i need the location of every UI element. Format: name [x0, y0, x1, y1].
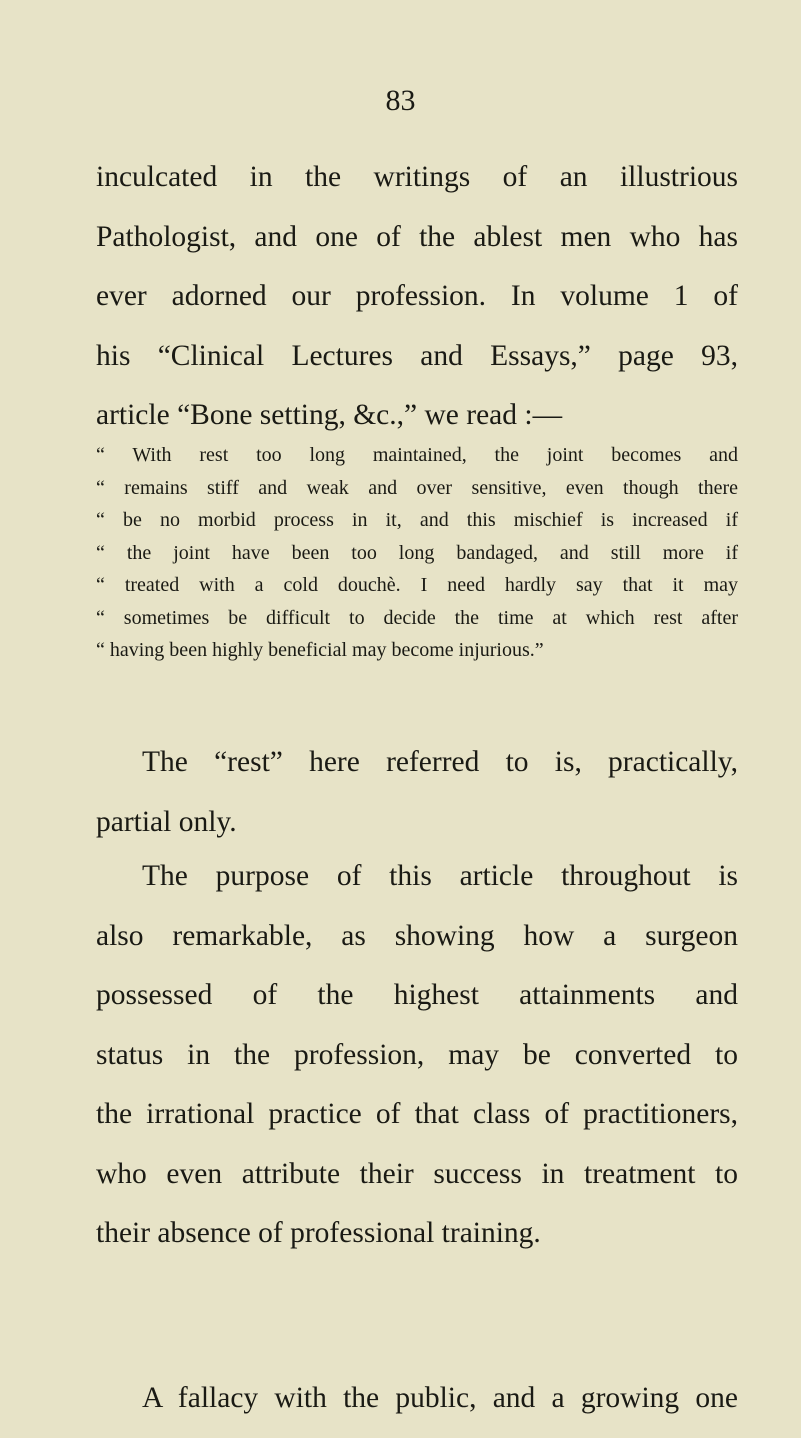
quote-line: “ sometimes be difficult to decide the time at which rest after	[96, 606, 738, 629]
quote-line: “ With rest too long maintained, the joint becomes and	[96, 444, 738, 466]
paragraph-1-line: Pathologist, and one of the ablest men who has	[96, 220, 738, 253]
block-quote	[96, 439, 738, 667]
paragraph-4	[96, 1369, 738, 1429]
paragraph-1-line: article “Bone setting, &c.,” we read :—	[96, 399, 563, 431]
paragraph-2-line: partial only.	[96, 805, 237, 838]
paragraph-2	[96, 733, 738, 852]
quote-line: “ the joint have been too long bandaged, and still more if	[96, 541, 738, 564]
paragraph-3-line: also remarkable, as showing how a surgeon	[96, 919, 738, 952]
paragraph-3-line: who even attribute their success in treatment to	[96, 1157, 738, 1190]
quote-line: “ having been highly beneficial may become injurious.”	[96, 639, 544, 661]
quote-line: “ remains stiff and weak and over sensitive, even though there	[96, 476, 738, 499]
paragraph-3-line: their absence of professional training.	[96, 1217, 541, 1249]
paragraph-3-line: status in the profession, may be converted to	[96, 1038, 738, 1071]
quote-line: “ treated with a cold douchè. I need hardly say that it may	[96, 574, 738, 596]
paragraph-1-line: ever adorned our profession. In volume 1 of	[96, 280, 738, 312]
paragraph-3-line: possessed of the highest attainments and	[96, 979, 738, 1011]
page-number: 83	[385, 84, 416, 117]
paragraph-3-line: the irrational practice of that class of practitioners,	[96, 1098, 738, 1130]
quote-line: “ be no morbid process in it, and this mischief is increased if	[96, 509, 738, 531]
paragraph-2-line: The “rest” here referred to is, practically,	[142, 746, 738, 778]
paragraph-1-line: inculcated in the writings of an illustrious	[96, 161, 738, 193]
paragraph-3-line: The purpose of this article throughout is	[142, 860, 738, 892]
paragraph-4-line: A fallacy with the public, and a growing one	[142, 1382, 738, 1414]
paragraph-1	[96, 148, 738, 446]
paragraph-3	[96, 847, 738, 1264]
paragraph-1-line: his “Clinical Lectures and Essays,” page 93,	[96, 339, 738, 372]
